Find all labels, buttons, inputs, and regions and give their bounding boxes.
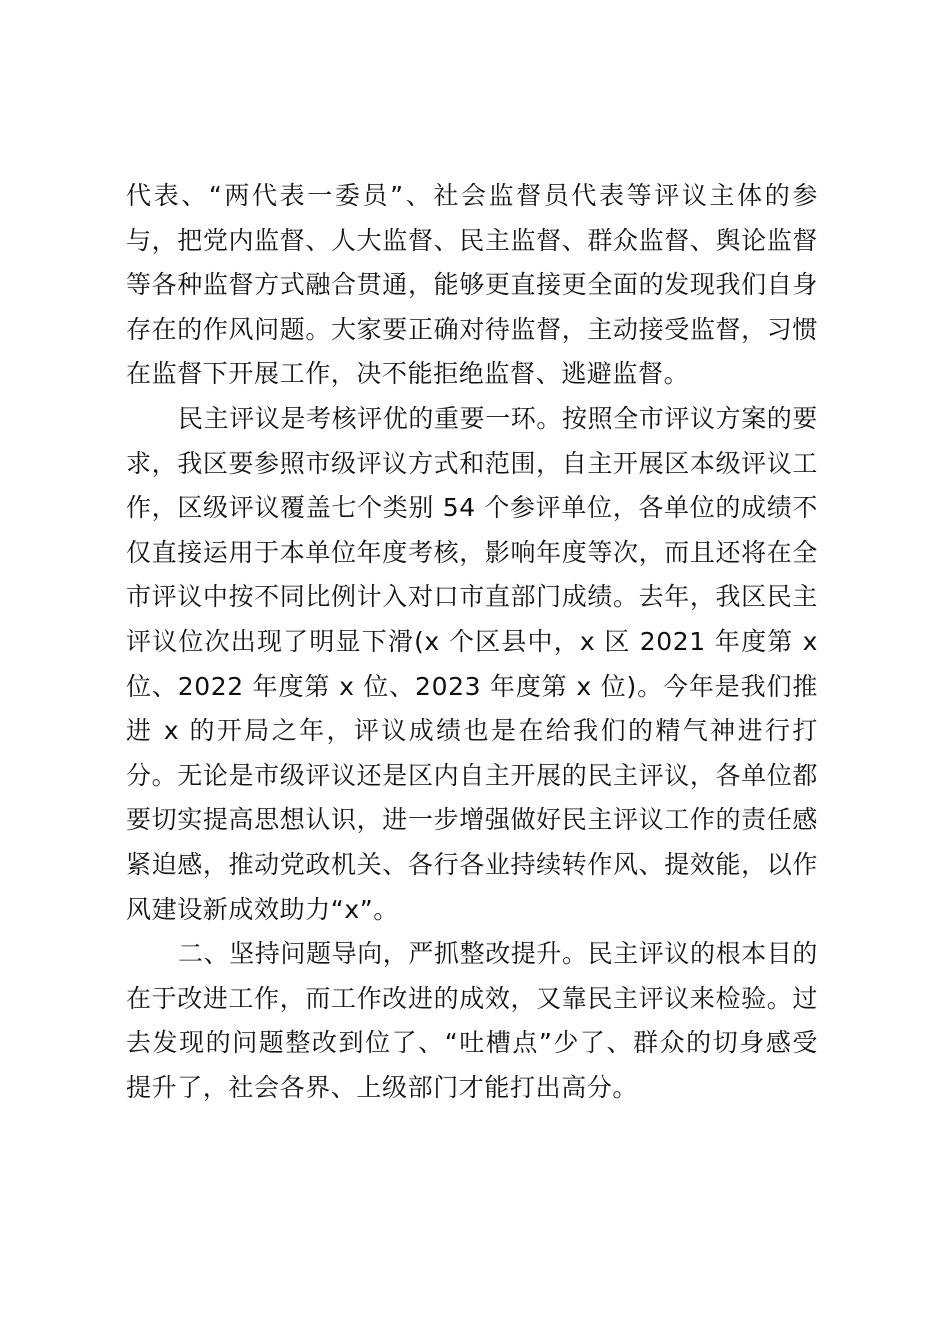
paragraph-democratic-review: 民主评议是考核评优的重要一环。按照全市评议方案的要求，我区要参照市级评议方式和范围，自主开展区本级评议工作，区级评议覆盖七个类别 54 个参评单位，各单位的成绩不仅直接运用于本单位年度考核，影响年度等次，而且还将在全市评议中按不同比例计入对口市直部门成绩。去年，我区民主评议位次出现了明显下滑(x 个区县中，x 区 2021 年度第 x 位、2022 年度第 x 位、2023 年度第 x 位)。今年是我们推进 x 的开局之年，评议成绩也是在给我们的精气神进行打分。无论是市级评议还是区内自主开展的民主评议，各单位都要切实提高思想认识，进一步增强做好民主评议工作的责任感紧迫感，推动党政机关、各行各业持续转作风、提效能，以作风建设新成效助力“x”。 (126, 403, 819, 924)
paragraph-continued: 代表、“两代表一委员”、社会监督员代表等评议主体的参与，把党内监督、人大监督、民主监督、群众监督、舆论监督等各种监督方式融合贯通，能够更直接更全面的发现我们自身存在的作风问题。大家要正确对待监督，主动接受监督，习惯在监督下开展工作，决不能拒绝监督、逃避监督。 (126, 181, 818, 389)
paragraph-section-two: 二、坚持问题导向，严抓整改提升。民主评议的根本目的在于改进工作，而工作改进的成效，又靠民主评议来检验。过去发现的问题整改到位了、“吐槽点”少了、群众的切身感受提升了，社会各界、上级部门才能打出高分。 (126, 939, 819, 1102)
document-body (126, 174, 818, 1110)
